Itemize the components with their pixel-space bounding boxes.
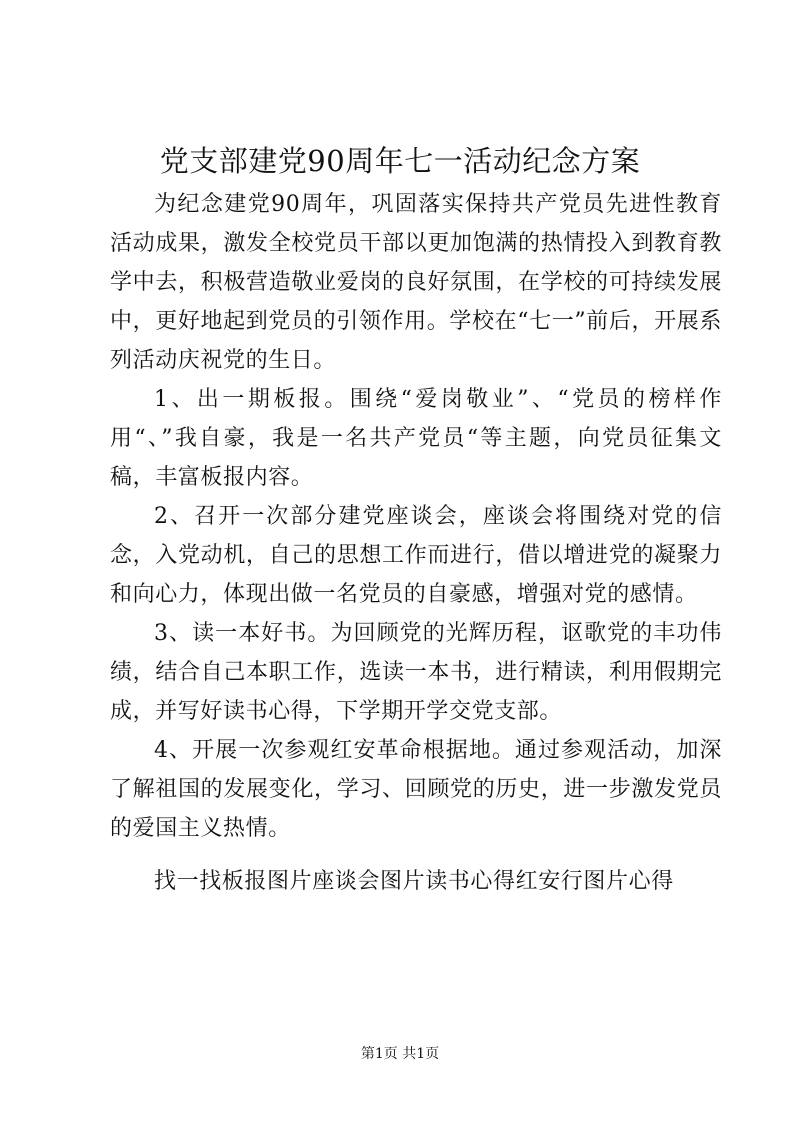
page-number-footer: 第1页 共1页: [360, 1046, 440, 1062]
activity-4-paragraph: 4、开展一次参观红安革命根据地。通过参观活动，加深了解祖国的发展变化，学习、回顾党的历史，进一步激发党员的爱国主义热情。: [110, 738, 722, 841]
document-title: 党支部建党90周年七一活动纪念方案: [159, 144, 641, 178]
closing-paragraph: 找一找板报图片座谈会图片读书心得红安行图片心得: [154, 869, 674, 894]
document-body: [110, 185, 722, 901]
intro-paragraph: 为纪念建党90周年，巩固落实保持共产党员先进性教育活动成果，激发全校党员干部以更加饱满的热情投入到教育教学中去，积极营造敬业爱岗的良好氛围，在学校的可持续发展中，更好地起到党员的引领作用。学校在“七一”前后，开展系列活动庆祝党的生日。: [110, 192, 722, 373]
activity-1-paragraph: 1、出一期板报。围绕“爱岗敬业”、“党员的榜样作用“、”我自豪，我是一名共产党员“等主题，向党员征集文稿，丰富板报内容。: [110, 387, 722, 490]
activity-3-paragraph: 3、读一本好书。为回顾党的光辉历程，讴歌党的丰功伟绩，结合自己本职工作，选读一本书，进行精读，利用假期完成，并写好读书心得，下学期开学交党支部。: [110, 621, 722, 724]
activity-2-paragraph: 2、召开一次部分建党座谈会，座谈会将围绕对党的信念，入党动机，自己的思想工作而进行，借以增进党的凝聚力和向心力，体现出做一名党员的自豪感，增强对党的感情。: [110, 504, 722, 607]
